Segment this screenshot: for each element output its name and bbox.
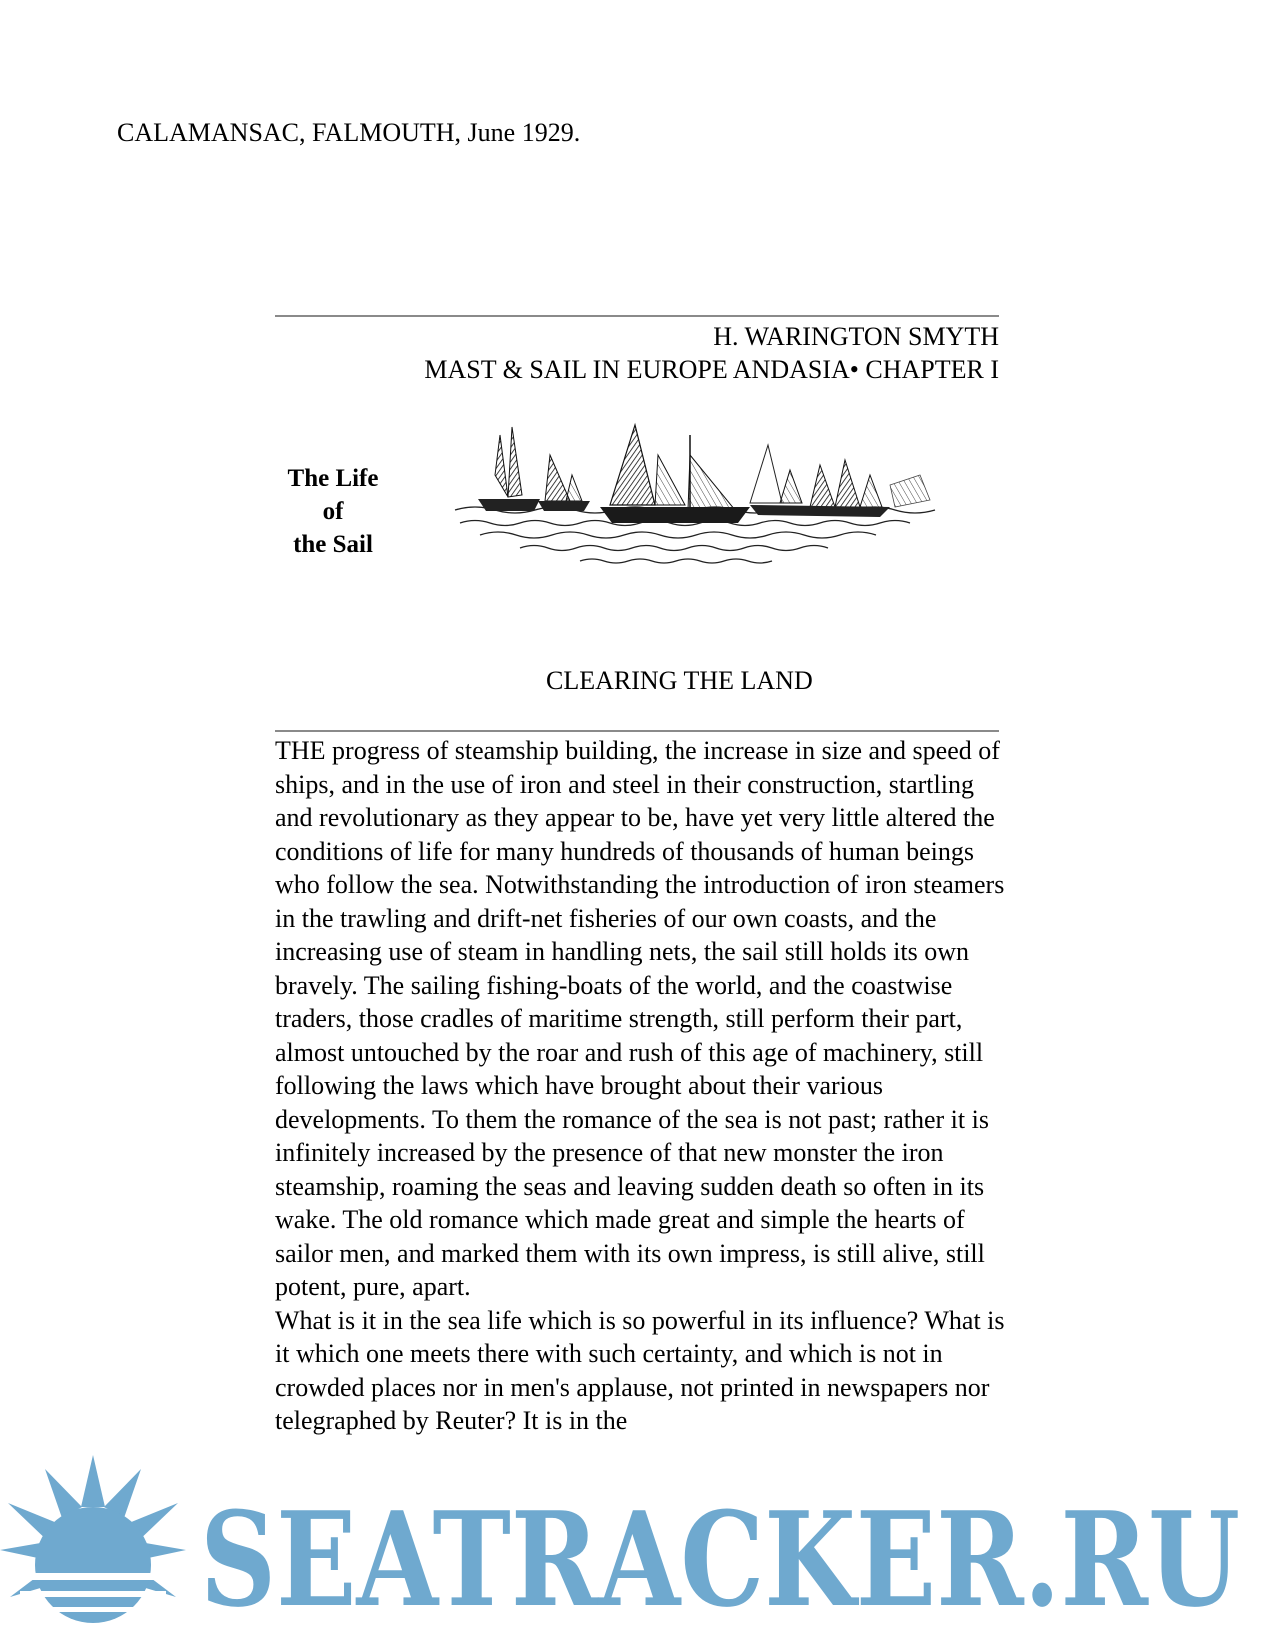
dateline: CALAMANSAC, FALMOUTH, June 1929.	[117, 118, 581, 147]
side-title-line-1: The Life	[287, 465, 379, 492]
running-title: MAST & SAIL IN EUROPE ANDASIA• CHAPTER I	[424, 355, 999, 384]
book-side-title	[268, 462, 398, 561]
chapter-rule	[275, 730, 999, 732]
side-title-line-2: of	[322, 498, 344, 525]
paragraph: What is it in the sea life which is so powerful in its influence? What is it which one meets there with such certainty, and which is not in crowded places nor in men's applause, not printed in newspapers nor telegraphed by Reuter? It is in the	[275, 1305, 1005, 1435]
seatracker-watermark	[0, 1455, 1274, 1649]
chapter-title: CLEARING THE LAND	[546, 666, 813, 695]
watermark-text: SEATRACKER.RU	[200, 1483, 1240, 1636]
running-header	[424, 320, 999, 386]
header-rule	[275, 315, 999, 317]
paragraph: THE progress of steamship building, the increase in size and speed of ships, and in the use of iron and steel in their construction, startling and revolutionary as they appear to be, have yet very little altered the conditions of life for many hundreds of thousands of human beings who follow the sea. Notwithstanding the introduction of iron steamers in the trawling and drift-net fisheries of our own coasts, and the increasing use of steam in handling nets, the sail still holds its own bravely. The sailing fishing-boats of the world, and the coastwise traders, those cradles of maritime strength, still perform their part, almost untouched by the roar and rush of this age of machinery, still following the laws which have brought about their various developments. To them the romance of the sea is not past; rather it is infinitely increased by the presence of that new monster the iron steamship, roaming the seas and leaving sudden death so often in its wake. The old romance which made great and simple the hearts of sailor men, and marked them with its own impress, is still alive, still potent, pure, apart.	[275, 736, 1005, 1301]
author-name: H. WARINGTON SMYTH	[713, 322, 999, 351]
chapter-body	[275, 734, 1005, 1438]
side-title-line-3: the Sail	[293, 531, 373, 558]
sailing-boats-illustration	[450, 415, 940, 575]
sun-burst-logo-icon	[0, 1455, 186, 1623]
